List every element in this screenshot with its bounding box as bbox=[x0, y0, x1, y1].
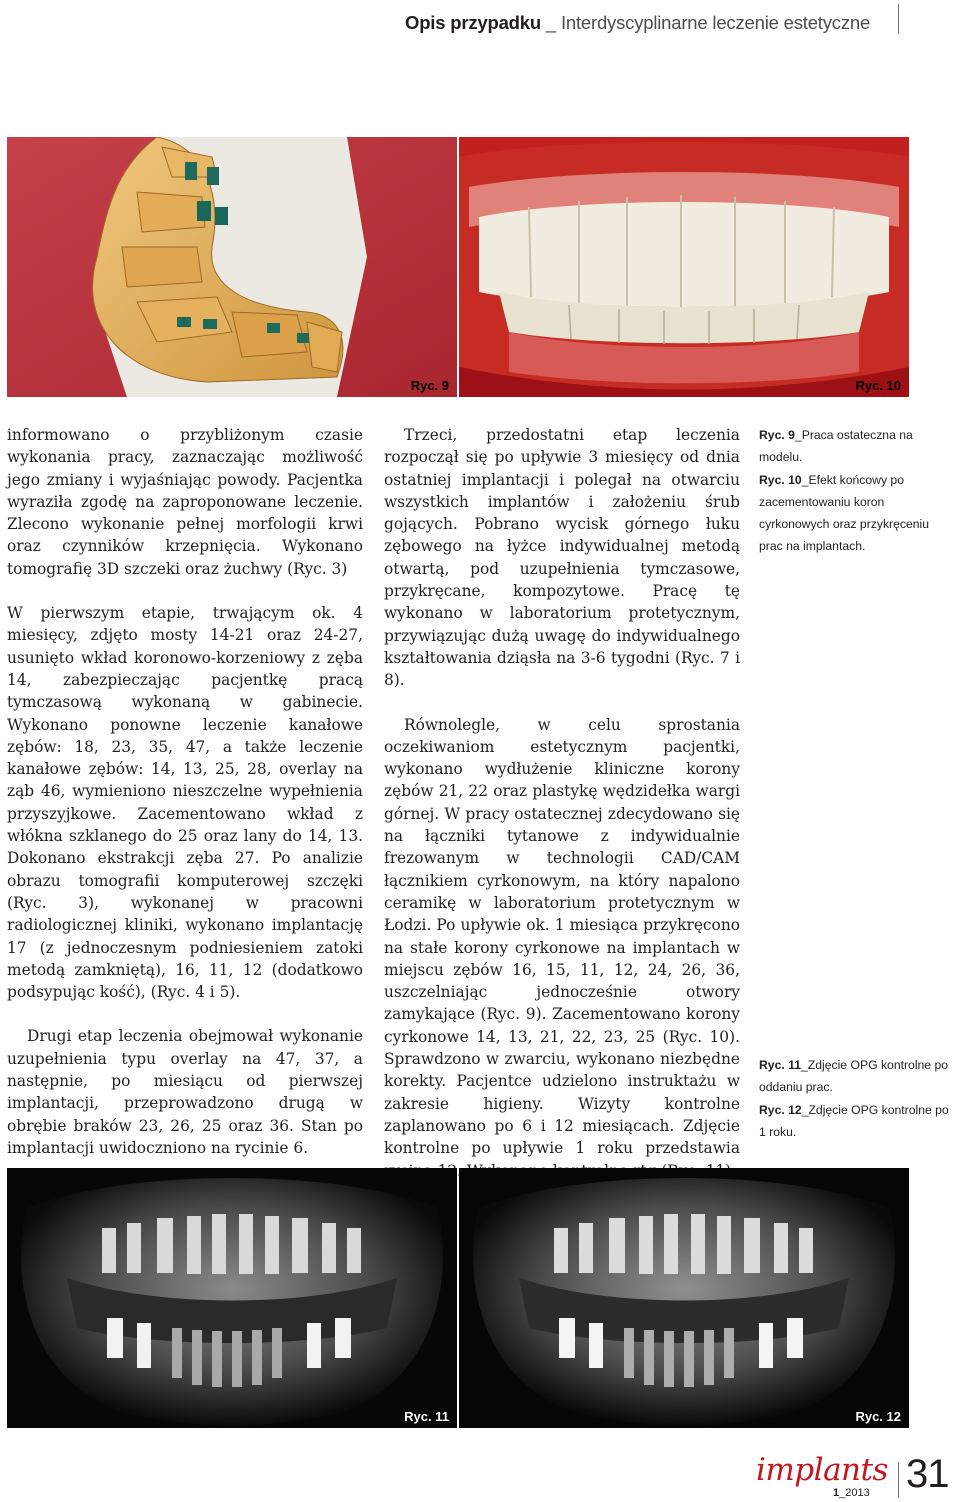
footer-divider bbox=[898, 1462, 899, 1498]
caption-ryc-10 bbox=[759, 469, 955, 558]
text-column-left bbox=[7, 424, 363, 1159]
figure-9-tag: Ryc. 9 bbox=[410, 378, 449, 393]
paragraph-5: Równolegle, w celu sprostania oczekiwaniom estetycznym pacjentki, wykonano wydłużenie kliniczne korony zębów 21, 22 oraz plastykę wędzidełka wargi górnej. W pracy ostatecznej zdecydowano się na łączniki tytanowe z indywidualnie frezowanym w technologii CAD/CAM łącznikiem cyrkonowym, na który napalono ceramikę w laboratorium protetycznym w Łodzi. Po upływie ok. 1 miesiąca przykręcono na stałe korony cyrkonowe na implantach w miejscu zębów 16, 15, 11, 12, 24, 26, 36, uszczelniając jednocześnie otwory zamykające (Ryc. 9). Zacementowano korony cyrkonowe 14, 13, 21, 22, 23, 25 (Ryc. 10). Sprawdzono w zwarciu, wykonano niezbędne korekty. Pacjentce udzielono instruktażu w zakresie higieny. Wizyty kontrolne zaplanowano po 6 i 12 miesiącach. Zdjęcie kontrolne po upływie 1 roku przedstawia bbox=[384, 715, 740, 1158]
caption-text: _Efekt końcowy po zacementowaniu koron cyrkonowych oraz przykręceniu prac na implantach. bbox=[759, 472, 930, 554]
header-section: Opis przypadku bbox=[405, 12, 541, 33]
panoramic-xray-illustration bbox=[459, 1168, 909, 1428]
issue-label bbox=[833, 1487, 870, 1499]
figure-11-tag: Ryc. 11 bbox=[404, 1409, 449, 1424]
figure-12-xray bbox=[459, 1168, 909, 1428]
paragraph-4: Trzeci, przedostatni etap leczenia rozpoczął się po upływie 3 miesięcy od dnia ostatniej implantacji i polegał na otwarciu wszystkich implantów i założeniu śrub gojących. Pobrano wycisk górnego łuku zębowego na łyżce indywidualnej metodą otwartą, pod uzupełnienia tymczasowe, przykręcane, kompozytowe. Pracę tę wykonano w laboratorium protetycznym, przywiązując dużą uwagę do indywidualnego kształtowania dziąsła na 3-6 tygodni (Ryc. 7 i 8). bbox=[384, 426, 740, 690]
caption-ryc-12 bbox=[759, 1099, 955, 1144]
caption-text: _Zdjęcie OPG kontrolne po oddaniu prac. bbox=[759, 1058, 949, 1095]
magazine-logo: implants bbox=[756, 1452, 888, 1488]
caption-text: _Zdjęcie OPG kontrolne po 1 roku. bbox=[759, 1102, 949, 1139]
issue-number: 1 bbox=[833, 1487, 840, 1499]
issue-year: _2013 bbox=[839, 1487, 870, 1499]
caption-ryc-11 bbox=[759, 1054, 955, 1099]
figure-10-photo bbox=[459, 137, 909, 397]
paragraph-1: informowano o przybliżonym czasie wykonania pracy, zaznaczając możliwość jego zmiany i wyjaśniając powody. Pacjentka wyraziła zgodę na zaproponowane leczenie. Zlecono wykonanie pełnej morfologii krwi oraz czynników krzepnięcia. Wykonano tomografię 3D szczeki oraz żuchwy (Ryc. 3) bbox=[7, 426, 363, 578]
caption-label: Ryc. 11 bbox=[759, 1058, 802, 1072]
header-divider bbox=[898, 4, 899, 34]
paragraph-3: Drugi etap leczenia obejmował wykonanie uzupełnienia typu overlay na 47, 37, a następnie, po miesiącu od pierwszej implantacji, przeprowadzono drugą w obrębie braków 23, 26, 25 oraz 36. Stan po implantacji uwidoczniono na rycinie 6. bbox=[7, 1027, 363, 1157]
running-header bbox=[405, 12, 870, 34]
caption-label: Ryc. 12 bbox=[759, 1102, 802, 1117]
caption-figures-9-10 bbox=[759, 424, 955, 558]
smile-illustration bbox=[459, 137, 909, 397]
text-column-middle bbox=[384, 424, 740, 1182]
figure-12-tag: Ryc. 12 bbox=[855, 1409, 901, 1424]
caption-figures-11-12 bbox=[759, 1054, 955, 1143]
panoramic-xray-illustration bbox=[7, 1168, 457, 1428]
caption-label: Ryc. 10 bbox=[759, 472, 802, 487]
dental-model-illustration bbox=[7, 137, 457, 397]
header-separator: _ bbox=[540, 12, 561, 33]
page-number: 31 bbox=[906, 1452, 949, 1496]
figure-10-tag: Ryc. 10 bbox=[855, 378, 901, 393]
header-title: Interdyscyplinarne leczenie estetyczne bbox=[560, 12, 871, 33]
caption-text: _Praca ostateczna na modelu. bbox=[759, 428, 913, 465]
figure-9-photo bbox=[7, 137, 457, 397]
paragraph-2: W pierwszym etapie, trwającym ok. 4 miesięcy, zdjęto mosty 14-21 oraz 24-27, usunięto wkład koronowo-korzeniowy z zęba 14, zabezpieczając pacjentkę pracą tymczasową wykonaną w gabinecie. Wykonano ponowne leczenie kanałowe zębów: 18, 23, 35, 47, a także leczenie kanałowe zębów: 14, 13, 25, 28, overlay na ząb 46, wymieniono nieszczelne wypełnienia przyszyjkowe. Zacementowano wkład z włókna szklanego do 25 oraz lany do 14, 13. Dokonano ekstrakcji zęba 27. Po analizie obrazu tomografii komputerowej szczęki (Ryc. 3), wykonanej w pracowni radiologicznej kliniki, wykonano implantację 17 (z jednoczesnym podniesieniem zatoki metodą zamkniętą), 16, 11, 12 (dodatkowo podsypując kość), (Ryc. 4 i 5). bbox=[7, 604, 363, 1002]
figure-11-xray bbox=[7, 1168, 457, 1428]
caption-label: Ryc. 9 bbox=[759, 428, 795, 442]
caption-ryc-9 bbox=[759, 424, 955, 469]
